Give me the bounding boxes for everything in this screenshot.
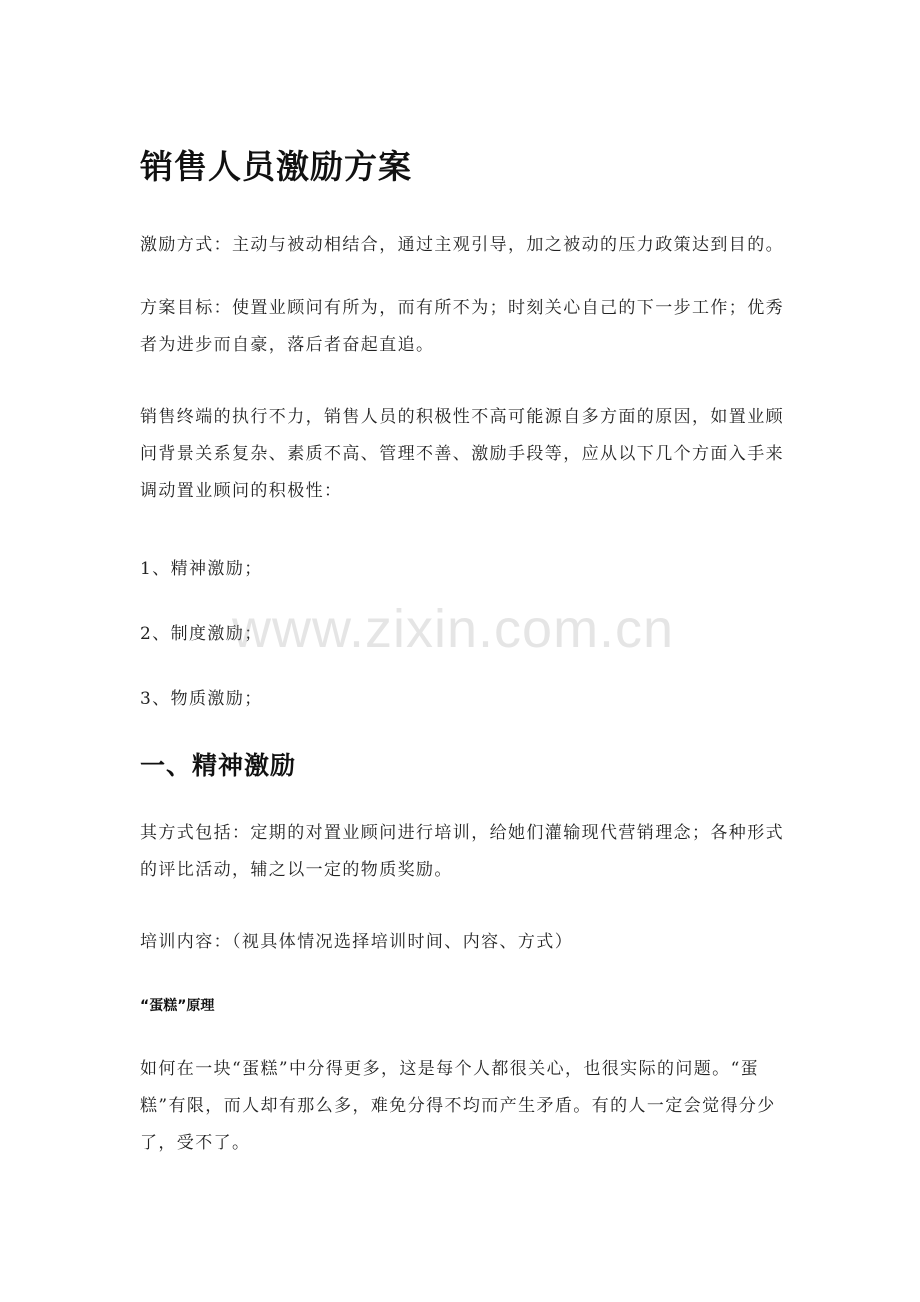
document-title: 销售人员激励方案 — [140, 147, 412, 186]
section-paragraph-training: 培训内容：（视具体情况选择培训时间、内容、方式） — [140, 932, 574, 952]
intro-paragraph-goal: 方案目标：使置业顾问有所为，而有所不为；时刻关心自己的下一步工作；优秀者为进步而自豪，落后者奋起直追。 — [140, 298, 784, 355]
list-item: 1、精神激励； — [140, 559, 263, 579]
intro-paragraph-method: 激励方式：主动与被动相结合，通过主观引导，加之被动的压力政策达到目的。 — [140, 235, 784, 255]
list-item: 2、制度激励； — [140, 624, 263, 644]
subsection-paragraph: 如何在一块“蛋糕”中分得更多，这是每个人都很关心，也很实际的问题。“蛋糕”有限，而人却有那么多，难免分得不均而产生矛盾。有的人一定会觉得分少了，受不了。 — [140, 1059, 776, 1153]
section-heading: 一、精神激励 — [140, 751, 297, 780]
list-item: 3、物质激励； — [140, 689, 263, 709]
section-paragraph-methods: 其方式包括：定期的对置业顾问进行培训，给她们灌输现代营销理念；各种形式的评比活动，辅之以一定的物质奖励。 — [140, 823, 784, 880]
watermark: www.zixin.com.cn — [232, 599, 675, 659]
intro-paragraph-reason: 销售终端的执行不力，销售人员的积极性不高可能源自多方面的原因，如置业顾问背景关系复杂、素质不高、管理不善、激励手段等，应从以下几个方面入手来调动置业顾问的积极性： — [140, 407, 784, 501]
subsection-heading: “蛋糕”原理 — [140, 998, 215, 1014]
